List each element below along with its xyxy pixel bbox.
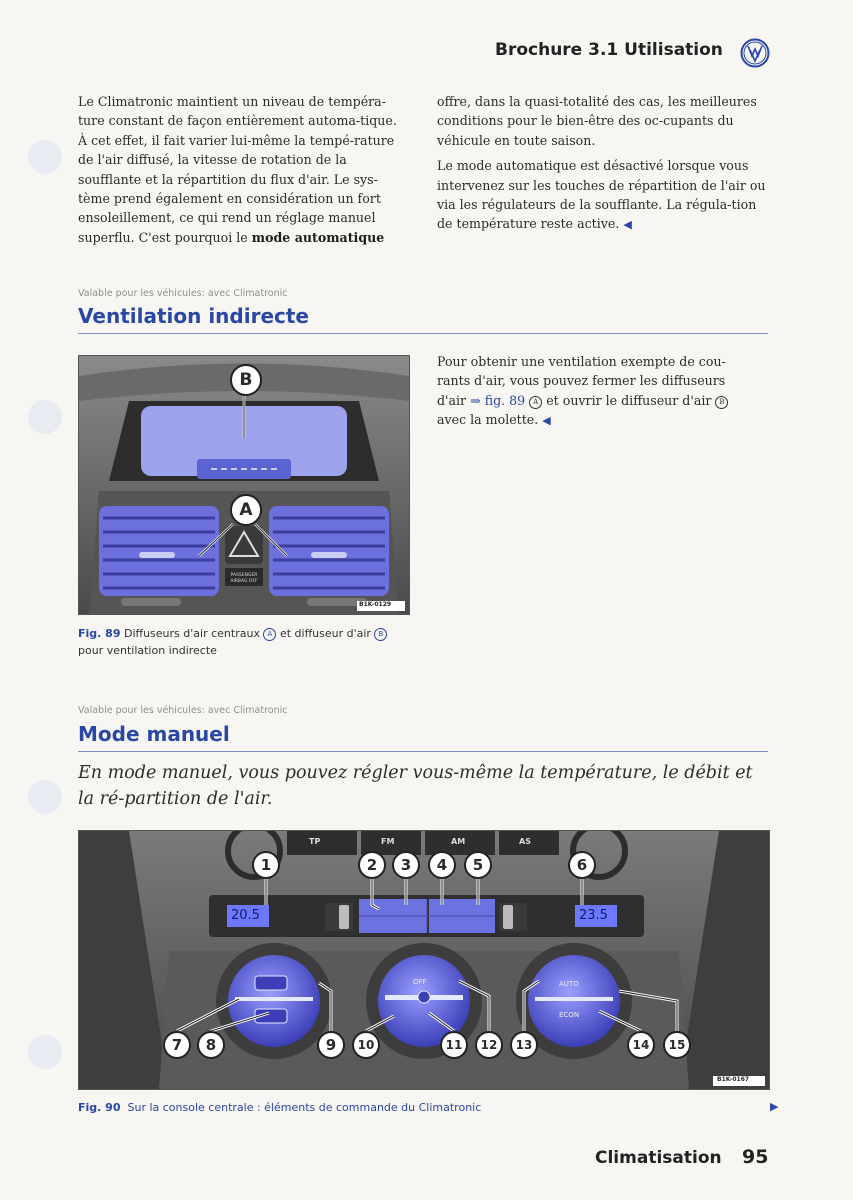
knob-off-label: OFF bbox=[413, 978, 427, 986]
temp-display-left: 20.5 bbox=[231, 908, 260, 923]
mode-automatique-bold: mode automatique bbox=[251, 229, 385, 245]
validity-note: Valable pour les véhicules: avec Climatronic bbox=[78, 705, 288, 716]
callout-1: 1 bbox=[252, 851, 280, 879]
circled-letter-a: A bbox=[263, 628, 276, 641]
page-number: 95 bbox=[742, 1146, 769, 1168]
callout-2: 2 bbox=[358, 851, 386, 879]
circled-letter-b: B bbox=[374, 628, 387, 641]
mode-manuel-intro: En mode manuel, vous pouvez régler vous-même la température, le débit et la ré-partition de l'air. bbox=[78, 763, 753, 809]
figure-reference-link[interactable]: ⇒ fig. 89 bbox=[470, 392, 526, 408]
punch-hole bbox=[28, 1035, 62, 1069]
knob-econ-label: ECON bbox=[559, 1011, 580, 1019]
callout-9: 9 bbox=[317, 1031, 345, 1059]
end-of-section-marker: ◀ bbox=[542, 414, 551, 428]
comfort-paragraph: offre, dans la quasi-totalité des cas, les meilleures conditions pour le bien-être des oc-cupants du véhicule en toute saison. bbox=[437, 94, 757, 148]
radio-button-am: AM bbox=[451, 837, 466, 846]
callout-15: 15 bbox=[663, 1031, 691, 1059]
radio-button-tp: TP bbox=[309, 837, 321, 846]
auto-mode-deactivation-text: Le mode automatique est désactivé lorsque vous intervenez sur les touches de répartition de l'air ou via les régulateurs de la soufflante. La régula-tion de température reste active. bbox=[437, 158, 766, 232]
continue-arrow-icon: ▶ bbox=[770, 1100, 779, 1113]
figure-code: B1K-0167 bbox=[717, 1076, 750, 1083]
header-title: Brochure 3.1 Utilisation bbox=[495, 40, 723, 60]
page-header bbox=[495, 38, 770, 70]
figure-90-caption bbox=[78, 1099, 698, 1116]
radio-button-fm: FM bbox=[381, 837, 395, 846]
figure-89-air-vents bbox=[78, 355, 410, 615]
caption-text: Sur la console centrale : éléments de commande du Climatronic bbox=[127, 1101, 482, 1114]
figure-code: B1K-0129 bbox=[359, 601, 392, 608]
caption-number: Fig. 90 bbox=[78, 1101, 121, 1114]
validity-note: Valable pour les véhicules: avec Climatronic bbox=[78, 288, 288, 299]
end-of-section-marker: ◀ bbox=[623, 218, 632, 232]
callout-b: B bbox=[230, 364, 262, 396]
punch-hole bbox=[28, 780, 62, 814]
caption-number: Fig. 89 bbox=[78, 627, 121, 640]
radio-button-as: AS bbox=[519, 837, 531, 846]
callout-13: 13 bbox=[510, 1031, 538, 1059]
section-title-ventilation: Ventilation indirecte bbox=[78, 304, 309, 328]
callout-3: 3 bbox=[392, 851, 420, 879]
callout-4: 4 bbox=[428, 851, 456, 879]
punch-hole bbox=[28, 140, 62, 174]
figure-90-climatronic-controls bbox=[78, 830, 770, 1090]
circled-letter-b: B bbox=[715, 396, 728, 409]
climatronic-description: Le Climatronic maintient un niveau de tempéra-ture constant de façon entièrement automa-tique. À cet effet, il fait varier lui-même la tempé-rature de l'air diffusé, la vitesse de rotation de la soufflante et la répartition du flux d'air. Le sys-tème prend également en considération un fort ensoleillement, ce qui rend un réglage manuel superflu. C'est pourquoi le bbox=[78, 94, 397, 245]
section-title-mode-manuel: Mode manuel bbox=[78, 722, 230, 746]
svg-text:AIRBAG OFF: AIRBAG OFF bbox=[230, 579, 258, 584]
vw-logo-icon bbox=[740, 38, 770, 68]
intro-column-right bbox=[437, 92, 767, 241]
callout-7: 7 bbox=[163, 1031, 191, 1059]
callout-14: 14 bbox=[627, 1031, 655, 1059]
ventilation-text: Pour obtenir une ventilation exempte de cou-rants d'air, vous pouvez fermer les diffuseurs d'air ⇒ fig. 89 A et ouvrir le diffuseur d'air B avec la molette. ◀ bbox=[437, 352, 757, 437]
callout-5: 5 bbox=[464, 851, 492, 879]
figure-89-caption: Fig. 89 Diffuseurs d'air centraux A et diffuseur d'air B pour ventilation indirecte bbox=[78, 625, 408, 659]
callout-12: 12 bbox=[475, 1031, 503, 1059]
svg-text:PASSENGER: PASSENGER bbox=[230, 573, 258, 578]
intro-column-left bbox=[78, 92, 408, 253]
callout-a: A bbox=[230, 494, 262, 526]
punch-hole bbox=[28, 400, 62, 434]
callout-8: 8 bbox=[197, 1031, 225, 1059]
callout-10: 10 bbox=[352, 1031, 380, 1059]
footer-chapter-title: Climatisation bbox=[595, 1148, 722, 1168]
knob-auto-label: AUTO bbox=[559, 980, 579, 988]
circled-letter-a: A bbox=[529, 396, 542, 409]
callout-6: 6 bbox=[568, 851, 596, 879]
section-divider bbox=[78, 333, 768, 334]
section-divider bbox=[78, 751, 768, 752]
temp-display-right: 23.5 bbox=[579, 908, 608, 923]
callout-11: 11 bbox=[440, 1031, 468, 1059]
